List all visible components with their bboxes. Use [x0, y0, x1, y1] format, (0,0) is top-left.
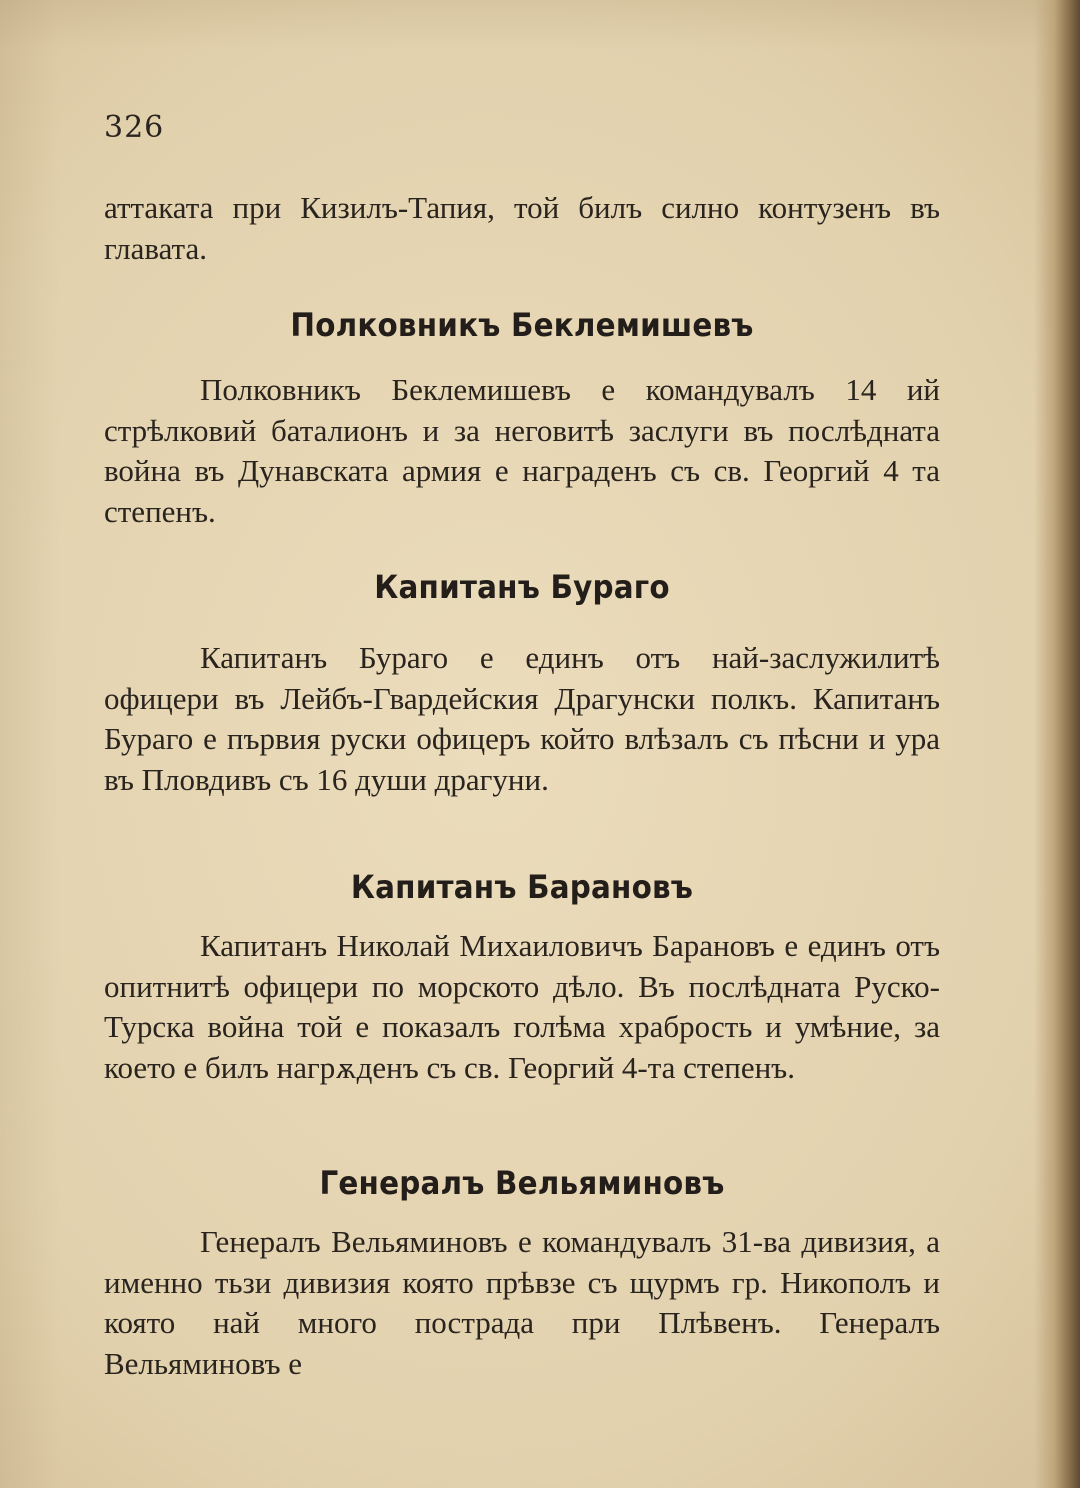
section-burago [104, 638, 940, 800]
intro-block [104, 188, 940, 269]
section-heading-baranov: Капитанъ Барановъ [350, 868, 694, 906]
section-paragraph-burago: Капитанъ Бураго е единъ отъ най-заслужилитѣ офицери въ Лейбъ-Гвардейския Драгунски полкъ. Капитанъ Бураго е първия руски офицеръ който влѣзалъ съ пѣсни и ура въ Пловдивъ съ 16 души драгуни. [104, 640, 940, 797]
section-paragraph-velyaminov: Генералъ Вельяминовъ е командувалъ 31-ва дивизия, а именно тьзи дивизия която прѣвзе съ щурмъ гр. Никополъ и която най много пострада при Плѣвенъ. Генералъ Вельяминовъ е [104, 1224, 940, 1381]
section-baranov [104, 926, 940, 1088]
section-paragraph-baranov: Капитанъ Николай Михаиловичъ Барановъ е единъ отъ опитнитѣ офицери по морското дѣло. Въ послѣдната Руско-Турска война той е показалъ голѣма храбрость и умѣние, за което е билъ нагрѫденъ съ св. Георгий 4-та степенъ. [104, 928, 940, 1085]
section-paragraph-beklemishev: Полковникъ Беклемишевъ е командувалъ 14 ий стрѣлковий баталионъ и за неговитѣ заслуги въ послѣдната война въ Дунавската армия е награденъ съ св. Георгий 4 та степенъ. [104, 372, 940, 529]
section-heading-velyaminov: Генералъ Вельяминовъ [319, 1164, 725, 1202]
section-beklemishev [104, 370, 940, 532]
intro-paragraph: аттаката при Кизилъ-Тапия, той билъ силно контузенъ въ главата. [104, 190, 940, 266]
book-gutter-shadow [1034, 0, 1080, 1488]
section-heading-burago: Капитанъ Бураго [374, 568, 670, 606]
page-number: 326 [104, 110, 165, 145]
section-heading-beklemishev: Полковникъ Беклемишевъ [290, 306, 754, 344]
section-velyaminov [104, 1222, 940, 1384]
